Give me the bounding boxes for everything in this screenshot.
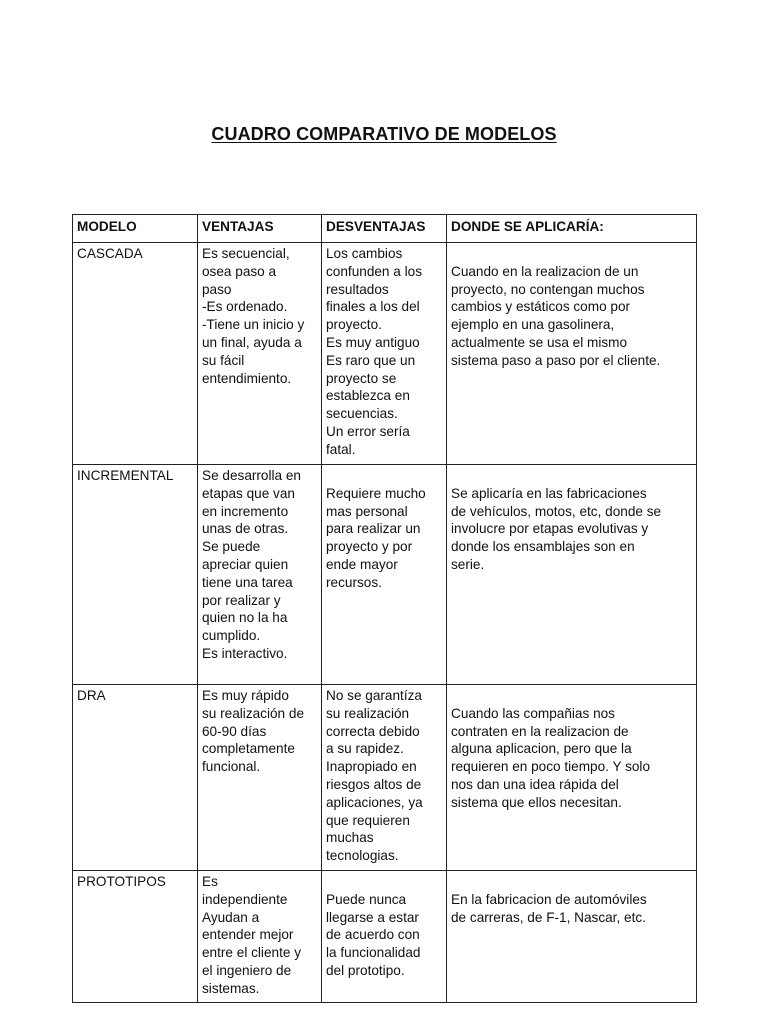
cell-spacer	[326, 467, 442, 485]
cell-text-line: finales a los del	[326, 299, 420, 315]
table-header-row	[73, 215, 697, 243]
cell-text-line: la funcionalidad	[326, 945, 421, 961]
cell-text-line: nos dan una idea rápida del	[451, 776, 619, 792]
cell-text-line: Cuando en la realizacion de un	[451, 263, 639, 279]
header-ventajas: VENTAJAS	[198, 215, 322, 243]
cell-text-line: Es interactivo.	[202, 645, 288, 661]
cell-text-line: entender mejor	[202, 927, 294, 943]
cell-text-line: Puede nunca	[326, 891, 407, 907]
cell-desventajas	[322, 871, 447, 1003]
cell-text-line: cambios y estáticos como por	[451, 299, 631, 315]
cell-text-line: Es muy rápido	[202, 688, 289, 703]
cell-text-line: resultados	[326, 281, 389, 297]
cell-text-line: para realizar un	[326, 521, 421, 537]
cell-text-line: osea paso a	[202, 263, 277, 279]
cell-text-line: entre el cliente y	[202, 945, 301, 961]
cell-text-line: requieren en poco tiempo. Y solo	[451, 759, 651, 775]
table-row-dra	[73, 685, 697, 871]
cell-text-line: Requiere mucho	[326, 485, 426, 501]
cell-aplicacion	[447, 871, 697, 1003]
cell-text-line: PROTOTIPOS	[77, 874, 166, 889]
cell-modelo	[73, 685, 198, 871]
cell-aplicacion	[447, 465, 697, 685]
cell-text-line: establezca en	[326, 388, 410, 404]
cell-text-line: de carreras, de F-1, Nascar, etc.	[451, 909, 646, 925]
cell-text-line: su realización de	[202, 705, 305, 721]
cell-text-line: un final, ayuda a	[202, 334, 302, 350]
cell-ventajas	[198, 465, 322, 685]
cell-text-line: tecnologias.	[326, 848, 399, 864]
cell-text-line: Se aplicaría en las fabricaciones	[451, 485, 647, 501]
cell-text-line: apreciar quien	[202, 556, 289, 572]
cell-text-line: Es raro que un	[326, 352, 416, 368]
cell-text-line: En la fabricacion de automóviles	[451, 891, 647, 907]
cell-text-line: Ayudan a	[202, 909, 260, 925]
cell-aplicacion	[447, 243, 697, 465]
cell-text-line: proyecto y por	[326, 539, 413, 555]
cell-text-line: confunden a los	[326, 263, 422, 279]
cell-text-line: proyecto, no contengan muchos	[451, 281, 645, 297]
cell-text-line: ejemplo en una gasolinera,	[451, 317, 615, 333]
cell-spacer	[451, 245, 692, 263]
cell-text-line: tiene una tarea	[202, 574, 293, 590]
cell-text-line: muchas	[326, 830, 374, 846]
cell-spacer	[451, 873, 692, 891]
cell-text-line: DRA	[77, 688, 106, 703]
cell-modelo	[73, 465, 198, 685]
cell-text-line: Se desarrolla en	[202, 468, 301, 483]
cell-text-line: etapas que van	[202, 485, 295, 501]
document-title: CUADRO COMPARATIVO DE MODELOS	[211, 124, 557, 144]
cell-text-line: quien no la ha	[202, 610, 288, 626]
cell-text-line: aplicaciones, ya	[326, 794, 423, 810]
cell-text-line: cumplido.	[202, 628, 261, 644]
cell-text-line: por realizar y	[202, 592, 281, 608]
cell-text-line: su realización	[326, 705, 410, 721]
header-desventajas: DESVENTAJAS	[322, 215, 447, 243]
cell-text-line: -Tiene un inicio y	[202, 317, 305, 333]
cell-text-line: paso	[202, 281, 232, 297]
cell-text-line: No se garantíza	[326, 688, 422, 703]
cell-text-line: -Es ordenado.	[202, 299, 288, 315]
cell-text-line: completamente	[202, 741, 295, 757]
table-row-incremental	[73, 465, 697, 685]
cell-text-line: 60-90 días	[202, 723, 267, 739]
cell-aplicacion	[447, 685, 697, 871]
cell-text-line: secuencias.	[326, 406, 398, 422]
cell-text-line: Cuando las compañias nos	[451, 705, 615, 721]
cell-text-line: del prototipo.	[326, 962, 405, 978]
cell-ventajas	[198, 685, 322, 871]
cell-text-line: a su rapidez.	[326, 741, 404, 757]
cell-text-line: ende mayor	[326, 556, 398, 572]
cell-text-line: llegarse a estar	[326, 909, 419, 925]
cell-text-line: correcta debido	[326, 723, 420, 739]
cell-text-line: unas de otras.	[202, 521, 289, 537]
header-donde-se-aplicaria: DONDE SE APLICARÍA:	[447, 215, 697, 243]
cell-modelo	[73, 243, 198, 465]
cell-desventajas	[322, 465, 447, 685]
cell-text-line: de vehículos, motos, etc, donde se	[451, 503, 662, 519]
cell-text-line: el ingeniero de	[202, 962, 292, 978]
comparison-table	[72, 214, 697, 1003]
cell-ventajas	[198, 243, 322, 465]
cell-text-line: mas personal	[326, 503, 408, 519]
cell-text-line: riesgos altos de	[326, 776, 422, 792]
cell-text-line: que requieren	[326, 812, 410, 828]
cell-desventajas	[322, 243, 447, 465]
cell-text-line: serie.	[451, 556, 485, 572]
cell-text-line: Es muy antiguo	[326, 334, 420, 350]
cell-spacer	[451, 687, 692, 705]
cell-desventajas	[322, 685, 447, 871]
cell-text-line: contraten en la realizacion de	[451, 723, 629, 739]
table-row-cascada	[73, 243, 697, 465]
cell-spacer	[451, 467, 692, 485]
cell-text-line: Es secuencial,	[202, 246, 290, 261]
cell-text-line: proyecto.	[326, 317, 382, 333]
cell-text-line: funcional.	[202, 759, 261, 775]
cell-text-line: su fácil	[202, 352, 245, 368]
cell-text-line: de acuerdo con	[326, 927, 420, 943]
cell-text-line: donde los ensamblajes son en	[451, 539, 635, 555]
cell-text-line: Se puede	[202, 539, 261, 555]
cell-text-line: entendimiento.	[202, 370, 292, 386]
cell-spacer	[326, 873, 442, 891]
cell-text-line: Los cambios	[326, 246, 403, 261]
cell-text-line: sistema que ellos necesitan.	[451, 794, 622, 810]
cell-text-line: actualmente se usa el mismo	[451, 334, 628, 350]
cell-text-line: sistemas.	[202, 980, 260, 996]
cell-text-line: involucre por etapas evolutivas y	[451, 521, 649, 537]
cell-text-line: independiente	[202, 891, 288, 907]
cell-text-line: recursos.	[326, 574, 382, 590]
table-row-prototipos	[73, 871, 697, 1003]
cell-text-line: en incremento	[202, 503, 289, 519]
cell-text-line: Es	[202, 874, 218, 889]
cell-text-line: proyecto se	[326, 370, 397, 386]
cell-text-line: sistema paso a paso por el cliente.	[451, 352, 661, 368]
cell-modelo	[73, 871, 198, 1003]
cell-text-line: fatal.	[326, 441, 356, 457]
cell-text-line: Inapropiado en	[326, 759, 417, 775]
cell-text-line: INCREMENTAL	[77, 468, 174, 483]
header-modelo: MODELO	[73, 215, 198, 243]
cell-ventajas	[198, 871, 322, 1003]
cell-text-line: Un error sería	[326, 423, 410, 439]
cell-text-line: alguna aplicacion, pero que la	[451, 741, 632, 757]
cell-text-line: CASCADA	[77, 246, 143, 261]
